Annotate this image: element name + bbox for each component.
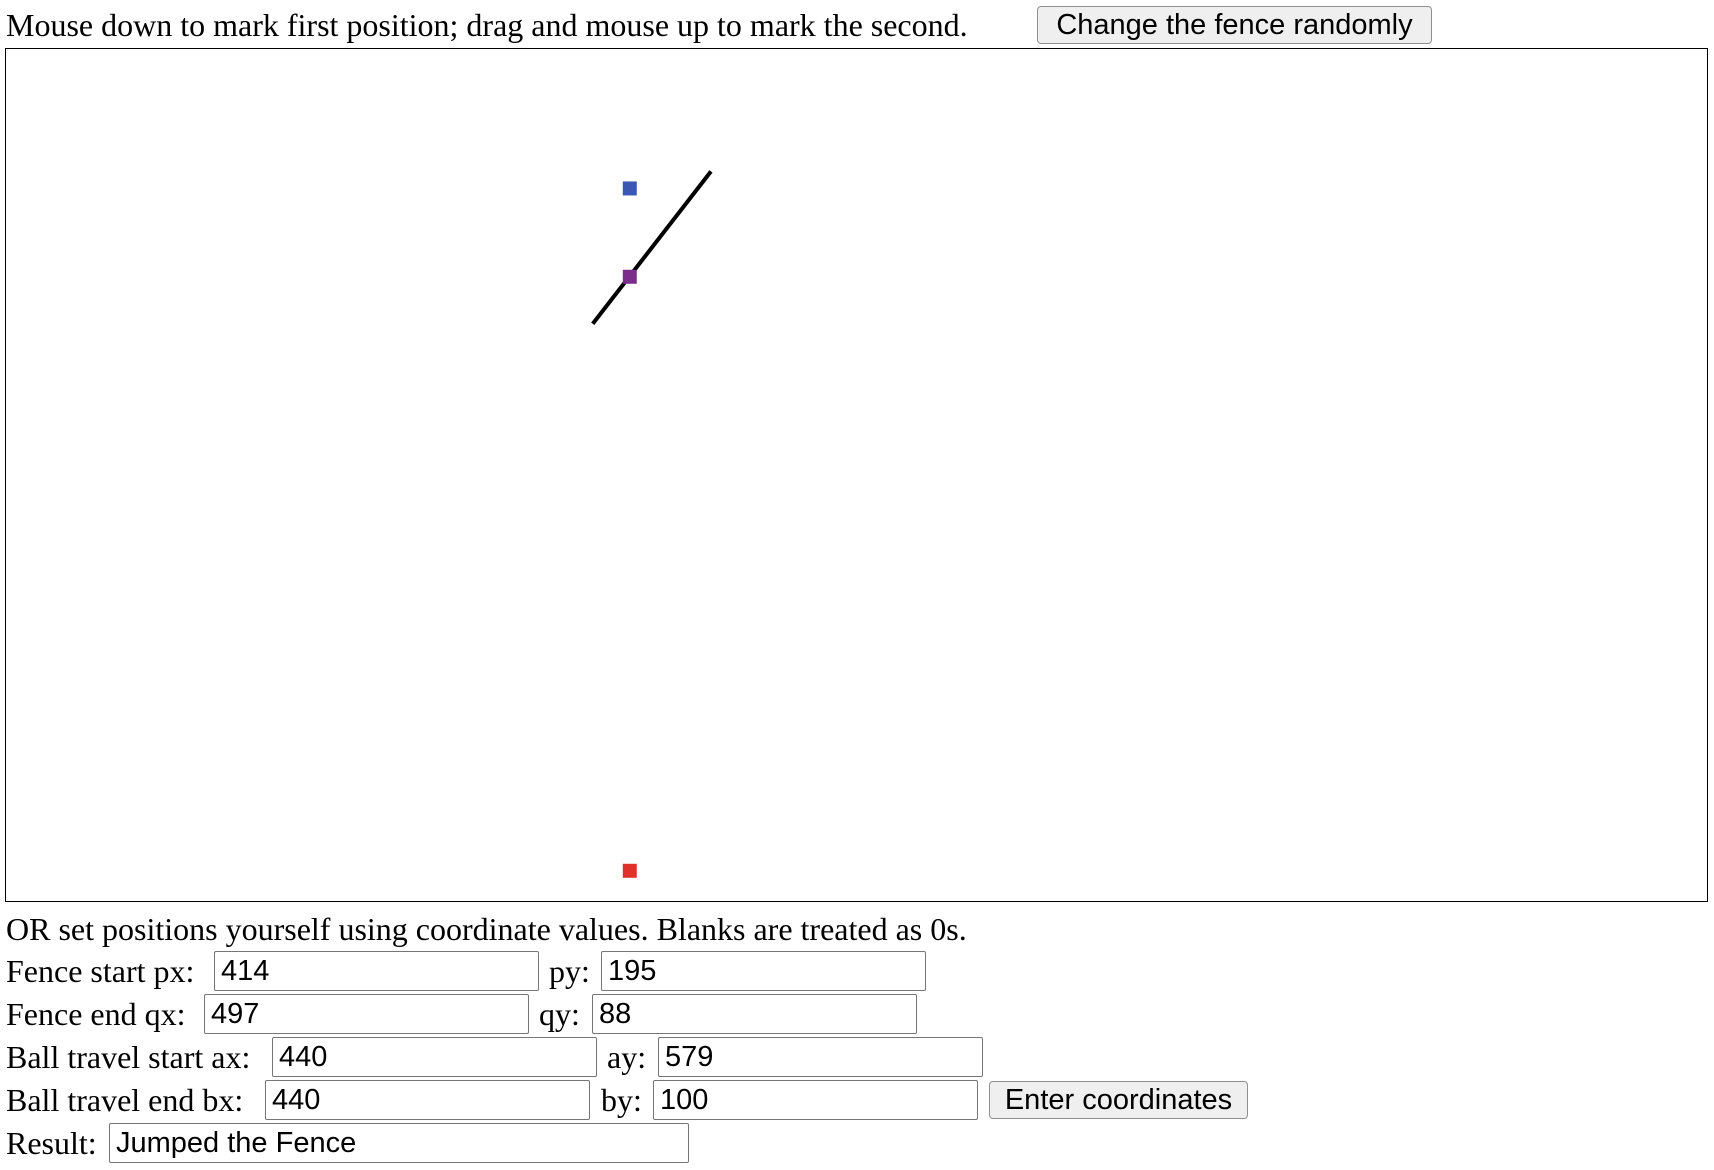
ball-start-ay-input[interactable]: 579 <box>658 1037 983 1077</box>
ball-end-marker <box>623 181 637 195</box>
intersection-marker <box>623 270 637 284</box>
ball-start-ax-label: Ball travel start ax: <box>6 1039 251 1075</box>
fence-end-qx-input[interactable]: 497 <box>204 994 529 1034</box>
fence-end-qx-label: Fence end qx: <box>6 996 186 1032</box>
hint-text: OR set positions yourself using coordinate values. Blanks are treated as 0s. <box>6 911 967 947</box>
ball-end-by-label: by: <box>601 1082 642 1118</box>
result-output: Jumped the Fence <box>109 1123 689 1163</box>
instructions-text: Mouse down to mark first position; drag and mouse up to mark the second. <box>6 7 968 43</box>
fence-start-py-label: py: <box>549 953 590 989</box>
enter-coordinates-button[interactable]: Enter coordinates <box>989 1081 1248 1119</box>
ball-end-by-input[interactable]: 100 <box>653 1080 978 1120</box>
ball-end-bx-input[interactable]: 440 <box>265 1080 590 1120</box>
change-fence-button[interactable]: Change the fence randomly <box>1037 6 1432 44</box>
ball-end-bx-label: Ball travel end bx: <box>6 1082 244 1118</box>
fence-line <box>593 171 711 323</box>
fence-end-qy-label: qy: <box>539 996 580 1032</box>
fence-end-qy-input[interactable]: 88 <box>592 994 917 1034</box>
fence-start-px-input[interactable]: 414 <box>214 951 539 991</box>
canvas-svg <box>6 49 1707 901</box>
result-label: Result: <box>6 1125 97 1161</box>
drawing-canvas[interactable] <box>5 48 1708 902</box>
fence-start-py-input[interactable]: 195 <box>601 951 926 991</box>
fence-start-px-label: Fence start px: <box>6 953 195 989</box>
ball-start-ay-label: ay: <box>607 1039 647 1075</box>
ball-start-ax-input[interactable]: 440 <box>272 1037 597 1077</box>
ball-start-marker <box>623 864 637 878</box>
